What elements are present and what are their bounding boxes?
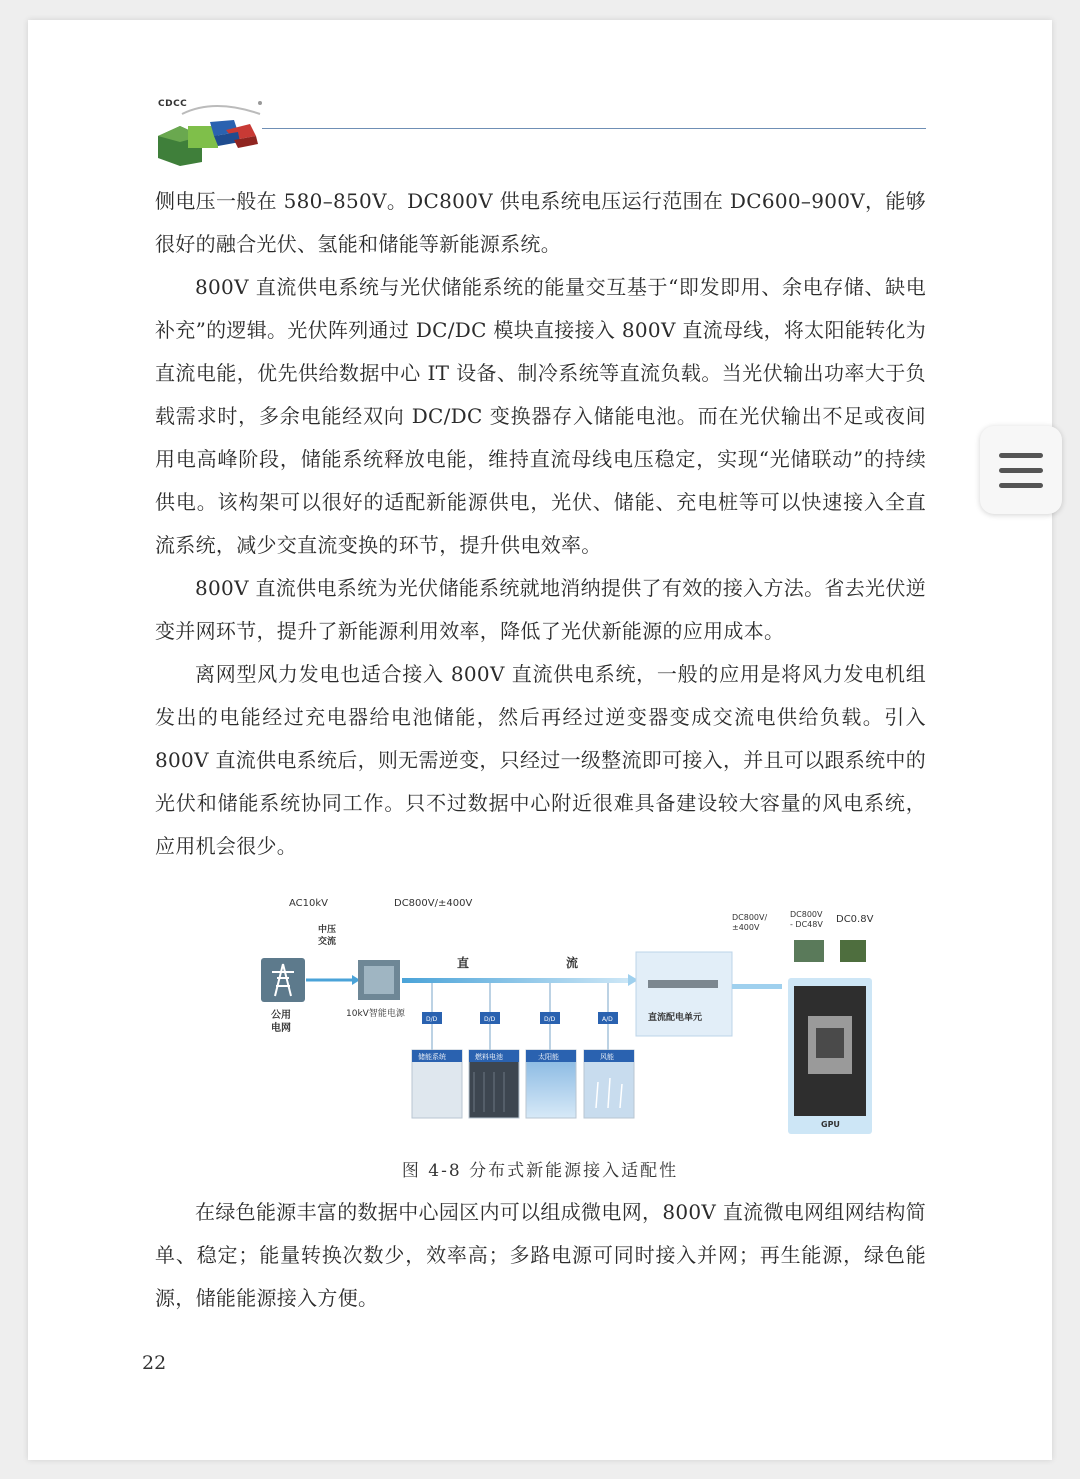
header-rule — [262, 128, 926, 129]
label-dc800-pm-1: DC800V/ — [732, 913, 768, 922]
cdcc-logo — [154, 96, 272, 170]
source-label: 太阳能 — [538, 1053, 559, 1061]
label-mv-ac-2: 交流 — [318, 937, 337, 947]
paragraph: 离网型风力发电也适合接入 800V 直流供电系统，一般的应用是将风力发电机组发出的电能经过充电器给电池储能，然后再经过逆变器变成交流电供给负载。引入 800V 直流供电系统后，则无需逆变，只经过一级整流即可接入，并且可以跟系统中的光伏和储能系统协同工作。只不过数据中心附近很难具备建设较大容量的风电系统，应用机会很少。 — [155, 662, 926, 858]
converter-label: D/D — [544, 1016, 556, 1023]
label-dc800: DC800V/±400V — [394, 898, 473, 909]
paragraph: 800V 直流供电系统与光伏储能系统的能量交互基于“即发即用、余电存储、缺电补充”的逻辑。光伏阵列通过 DC/DC 模块直接接入 800V 直流母线，将太阳能转化为直流电能，优先供给数据中心 IT 设备、制冷系统等直流负载。当光伏输出功率大于负载需求时，多余电能经双向 DC/DC 变换器存入储能电池。而在光伏输出不足或夜间用电高峰阶段，储能系统释放电能，维持直流母线电压稳定，实现“光储联动”的持续供电。该构架可以很好的适配新能源供电，光伏、储能、充电桩等可以快速接入全直流系统，减少交直流变换的环节，提升供电效率。 — [155, 275, 926, 557]
label-ac10kv: AC10kV — [289, 898, 329, 909]
converter-label: A/D — [602, 1016, 613, 1023]
hamburger-menu-icon — [999, 451, 1043, 489]
page-number: 22 — [142, 1352, 167, 1374]
dc-bus — [402, 978, 632, 983]
body-text-bottom — [155, 1191, 926, 1320]
label-mv-ac-1: 中压 — [318, 925, 337, 935]
logo-text: CDCC — [158, 99, 188, 109]
figure-distributed-energy — [228, 882, 874, 1142]
source-label: 储能系统 — [418, 1053, 446, 1061]
power-module-icon — [794, 940, 824, 962]
label-gpu: GPU — [821, 1120, 840, 1129]
converter-label: D/D — [484, 1016, 496, 1023]
label-liu: 流 — [566, 956, 579, 970]
label-zhi: 直 — [457, 956, 470, 970]
dc-distribution-unit — [636, 952, 732, 1036]
label-dc800-dc48-2: - DC48V — [790, 920, 823, 929]
figure-caption: 图 4-8 分布式新能源接入适配性 — [401, 1161, 679, 1181]
label-grid-1: 公用 — [271, 1010, 291, 1021]
paragraph: 800V 直流供电系统为光伏储能系统就地消纳提供了有效的接入方法。省去光伏逆变并网环节，提升了新能源利用效率，降低了光伏新能源的应用成本。 — [155, 576, 926, 643]
label-dc800-pm-2: ±400V — [732, 923, 760, 932]
source-label: 风能 — [600, 1053, 614, 1061]
menu-button[interactable] — [980, 426, 1062, 514]
converter-label: D/D — [426, 1016, 438, 1023]
converter-group — [412, 983, 634, 1118]
paragraph: 在绿色能源丰富的数据中心园区内可以组成微电网，800V 直流微电网组网结构简单、稳定；能量转换次数少，效率高；多路电源可同时接入并网；再生能源，绿色能源，储能能源接入方便。 — [155, 1200, 926, 1310]
label-grid-2: 电网 — [271, 1023, 291, 1034]
label-dc08: DC0.8V — [836, 914, 874, 925]
label-smart-power: 10kV智能电源 — [346, 1009, 405, 1019]
power-module-icon — [840, 940, 866, 962]
document-page — [28, 20, 1052, 1460]
label-dc800-dc48-1: DC800V — [790, 910, 823, 919]
source-label: 燃料电池 — [475, 1053, 503, 1061]
body-text-top — [155, 180, 926, 868]
label-dc-unit: 直流配电单元 — [648, 1013, 703, 1023]
paragraph: 侧电压一般在 580–850V。DC800V 供电系统电压运行范围在 DC600–900V，能够很好的融合光伏、氢能和储能等新能源系统。 — [155, 189, 926, 256]
